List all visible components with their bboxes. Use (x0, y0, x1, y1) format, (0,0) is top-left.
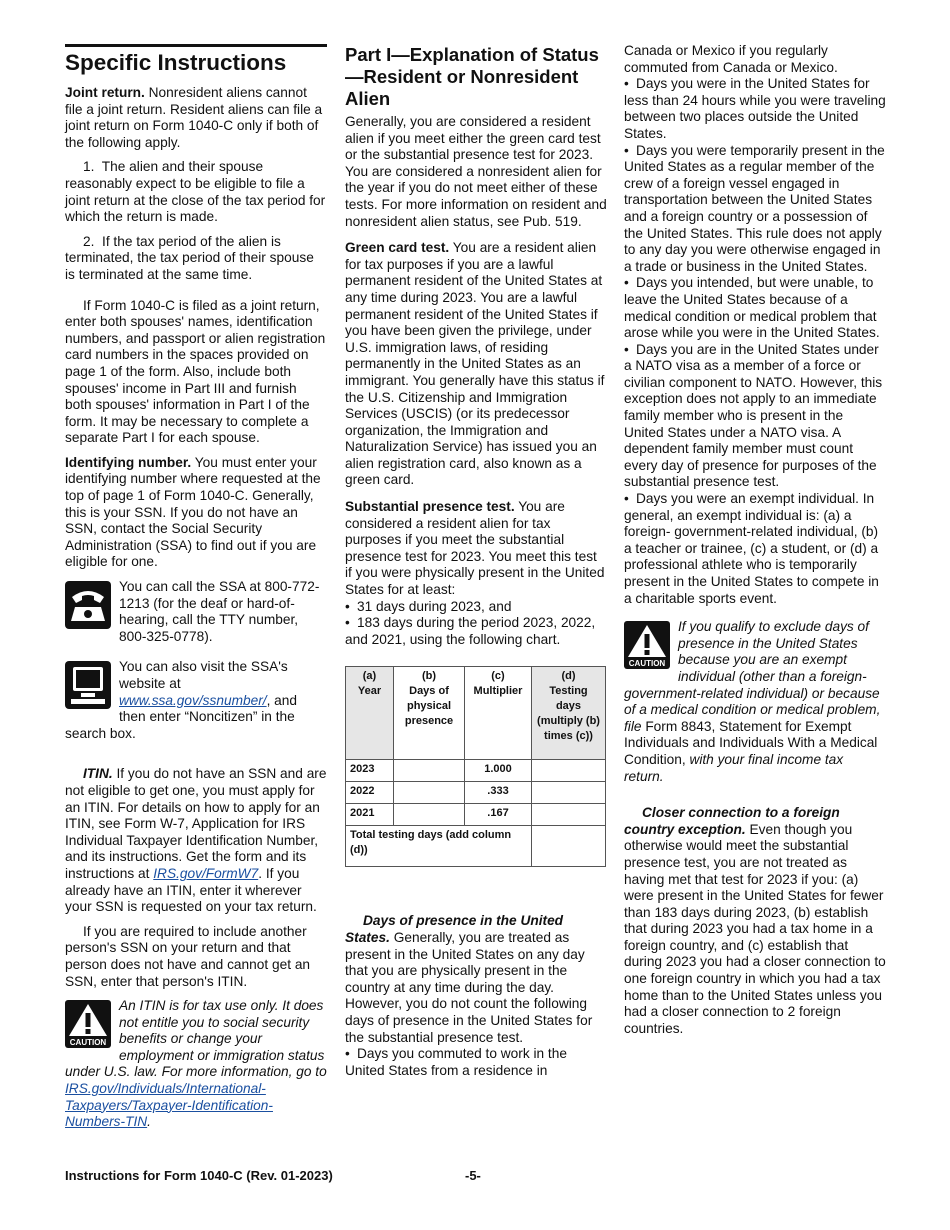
joint-condition-2: 2. If the tax period of the alien is terminated, the tax period of their spouse is terminated at the same time. (65, 233, 314, 282)
identifying-number-heading: Identifying number. (65, 454, 192, 470)
svg-text:CAUTION: CAUTION (69, 1038, 107, 1048)
joint-condition-1: 1. The alien and their spouse reasonably expect to be eligible to file a joint return at the close of the tax period for which the return is made. (65, 159, 326, 225)
other-ssn-para: If you are required to include another person's SSN on your return and that person does not have and cannot get an SSN, enter that person's ITIN. (65, 923, 311, 989)
joint-return-para: Joint return. Nonresident aliens cannot file a joint return. Resident aliens can file a joint return on Form 1040-C only if both of the following apply. (65, 85, 323, 150)
caution-icon (65, 1000, 113, 1050)
col-header-multiplier: (c) Multiplier (465, 667, 532, 760)
telephone-icon (65, 581, 113, 631)
year-cell: 2022 (346, 782, 394, 804)
irs-tin-link[interactable]: IRS.gov/Individuals/International-Taxpayers/Taxpayer-Identification-Numbers-TIN (65, 1081, 273, 1130)
total-value-cell[interactable] (532, 826, 606, 867)
list-item: • 183 days during the period 2023, 2022, and 2021, using the following chart. (345, 615, 596, 647)
col-header-year: (a) Year (346, 667, 394, 760)
page-footer (65, 1168, 885, 1183)
svg-text:CAUTION: CAUTION (628, 659, 666, 669)
part-1-intro: Generally, you are considered a resident alien if you meet either the green card test or the substantial presence test for 2023. You are considered a nonresident alien for the year if you do not meet either of these tests. For more information on resident and nonresident alien status, see Pub. 519. (345, 114, 607, 229)
exempt-caution-callout: CAUTION If you qualify to exclude days of presence in the United States because you are an exempt individual (other than a foreign-government-related individual) or because of a medical condition or medical problem, file Form 8843, Statement for Exempt Individuals and Individuals With a Medical Condition, with your final income tax return. (624, 619, 881, 784)
days-of-presence-para: Days of presence in the United States. Generally, you are treated as present in the United States on any day that you are physically present in the country at any time during the day. However, you do not count the following days of presence in the United States for the substantial presence test. (345, 913, 593, 1045)
column-3 (624, 43, 886, 1045)
list-item: • Days you are in the United States under a NATO visa as a member of a force or civilian component to NATO. However, this exception does not apply to an immediate family member who is present in the United States under a NATO visa. A dependent family member must count every day of presence for purposes of the substantial presence test. (624, 341, 883, 490)
green-card-para: Green card test. You are a resident alien for tax purposes if you are a lawful permanent resident of the United States at any time during 2023. You are a lawful permanent resident of the United States if you have been given the privilege, under U.S. immigration laws, of residing permanently in the United States as an immigrant. You generally have this status if the U.S. Citizenship and Immigration Services (USCIS) (or its predecessor organization, the Immigration and Naturalization Service) has issued you an alien registration card, also known as a green card. (345, 240, 605, 488)
days-of-presence-heading: Days of presence in the United States. (345, 913, 564, 945)
computer-icon (65, 661, 113, 711)
substantial-presence-chart (345, 666, 606, 867)
list-item: • 31 days during 2023, and (345, 598, 512, 614)
footer-form-title: Instructions for Form 1040-C (Rev. 01-2023) (65, 1168, 333, 1183)
year-cell: 2023 (346, 760, 394, 782)
commute-continuation: Canada or Mexico if you regularly commuted from Canada or Mexico. (624, 43, 838, 75)
col-header-days: (b) Days of physical presence (394, 667, 465, 760)
closer-connection-heading: Closer connection to a foreign country exception. (624, 805, 840, 837)
list-item: • Days you were in the United States for less than 24 hours while you were traveling between two places outside the United States. (624, 76, 886, 141)
phone-callout-text: You can call the SSA at 800-772-1213 (for the deaf or hard-of-hearing, call the TTY number, 800-325-0778). (119, 579, 320, 644)
page-number: -5- (465, 1168, 481, 1183)
col-header-testing-days: (d) Testing days (multiply (b) times (c)) (532, 667, 606, 760)
table-row (346, 804, 606, 826)
web-callout: You can also visit the SSA's website at www.ssa.gov/ssnumber/, and then enter “Noncitizen” in the search box. (65, 659, 298, 741)
testing-days-cell[interactable] (532, 782, 606, 804)
green-card-heading: Green card test. (345, 240, 450, 256)
section-title: Specific Instructions (65, 44, 327, 77)
phone-callout (65, 579, 327, 645)
substantial-presence-para: Substantial presence test. You are considered a resident alien for tax purposes if you meet the substantial presence test for 2023. You meet this test if you were physically present in the United States for at least: (345, 499, 605, 598)
itin-caution-callout: CAUTION An ITIN is for tax use only. It does not entitle you to social security benefits or change your employment or immigration status under U.S. law. For more information, go to IRS.gov/Individuals/International-Taxpayers/Taxpayer-Identification-Numbers-TIN. (65, 998, 327, 1130)
joint-return-details: If Form 1040-C is filed as a joint return, enter both spouses' names, identification numbers, and passport or alien registration card numbers in the spaces provided on page 1 of the form. Also, include both spouses' income in Part III and furnish both spouses' information in Part I of the form. It may be necessary to complete a separate Part I for each spouse. (65, 297, 326, 446)
multiplier-cell: .333 (465, 782, 532, 804)
identifying-number-para: Identifying number. You must enter your identifying number where requested at the top of page 1 of Form 1040-C. Generally, this is your SSN. If you do not have an SSN, contact the Social Security Administration (SSA) to find out if you are eligible for one. (65, 454, 321, 570)
table-row (346, 782, 606, 804)
closer-connection-para: Closer connection to a foreign country exception. Even though you otherwise would meet the substantial presence test, you are not treated as having met that test for 2023 if you: (a) were present in the United States for fewer than 183 days during 2023, (b) establish that during 2023 you had a tax home in a foreign country, and (c) establish that during 2023 you had a closer connection to one foreign country in which you had a tax home than to the United States unless you had a closer connection to 2 foreign countries. (624, 805, 886, 1036)
substantial-presence-heading: Substantial presence test. (345, 499, 515, 515)
multiplier-cell: 1.000 (465, 760, 532, 782)
itin-heading: ITIN. (83, 766, 113, 782)
part-1-title: Part I—Explanation of Status—Resident or Nonresident Alien (345, 44, 599, 109)
list-item: • Days you were temporarily present in the United States as a regular member of the crew of a foreign vessel engaged in transportation between the United States and a foreign country or a possession of the United States. This rule does not apply to any day you were otherwise engaged in a trade or business in the United States. (624, 142, 885, 274)
column-2 (345, 44, 607, 1079)
testing-days-cell[interactable] (532, 804, 606, 826)
joint-return-heading: Joint return. (65, 85, 145, 100)
days-cell[interactable] (394, 782, 465, 804)
year-cell: 2021 (346, 804, 394, 826)
total-label-cell: Total testing days (add column (d)) (346, 826, 532, 867)
list-item: • Days you intended, but were unable, to leave the United States because of a medical condition or medical problem that arose while you were in the United States. (624, 275, 880, 341)
form-w7-link[interactable]: IRS.gov/FormW7 (153, 865, 259, 881)
days-cell[interactable] (394, 804, 465, 826)
list-item: • Days you commuted to work in the United States from a residence in (345, 1046, 567, 1078)
caution-icon (624, 621, 672, 671)
list-item: • Days you were an exempt individual. In general, an exempt individual is: (a) a foreign- government-related individual, (b) a teacher or trainee, (c) a student, or (d) a professional athlete who is temporarily present in the United States to compete in a charitable sports event. (624, 491, 879, 606)
days-cell[interactable] (394, 760, 465, 782)
column-1 (65, 44, 327, 1141)
table-row (346, 826, 606, 867)
form-8843-reference: Form 8843, Statement for Exempt Individuals and Individuals With a Medical Condition, (624, 718, 878, 767)
itin-para: ITIN. If you do not have an SSN and are not eligible to get one, you must apply for an ITIN. For details on how to apply for an ITIN, see Form W-7, Application for IRS Individual Taxpayer Identification Number, and its instructions. Get the form and its instructions at IRS.gov/FormW7. If you already have an ITIN, enter it wherever your SSN is requested on your tax return. (65, 766, 327, 915)
multiplier-cell: .167 (465, 804, 532, 826)
testing-days-cell[interactable] (532, 760, 606, 782)
table-row (346, 760, 606, 782)
ssa-website-link[interactable]: www.ssa.gov/ssnumber/ (119, 692, 267, 708)
